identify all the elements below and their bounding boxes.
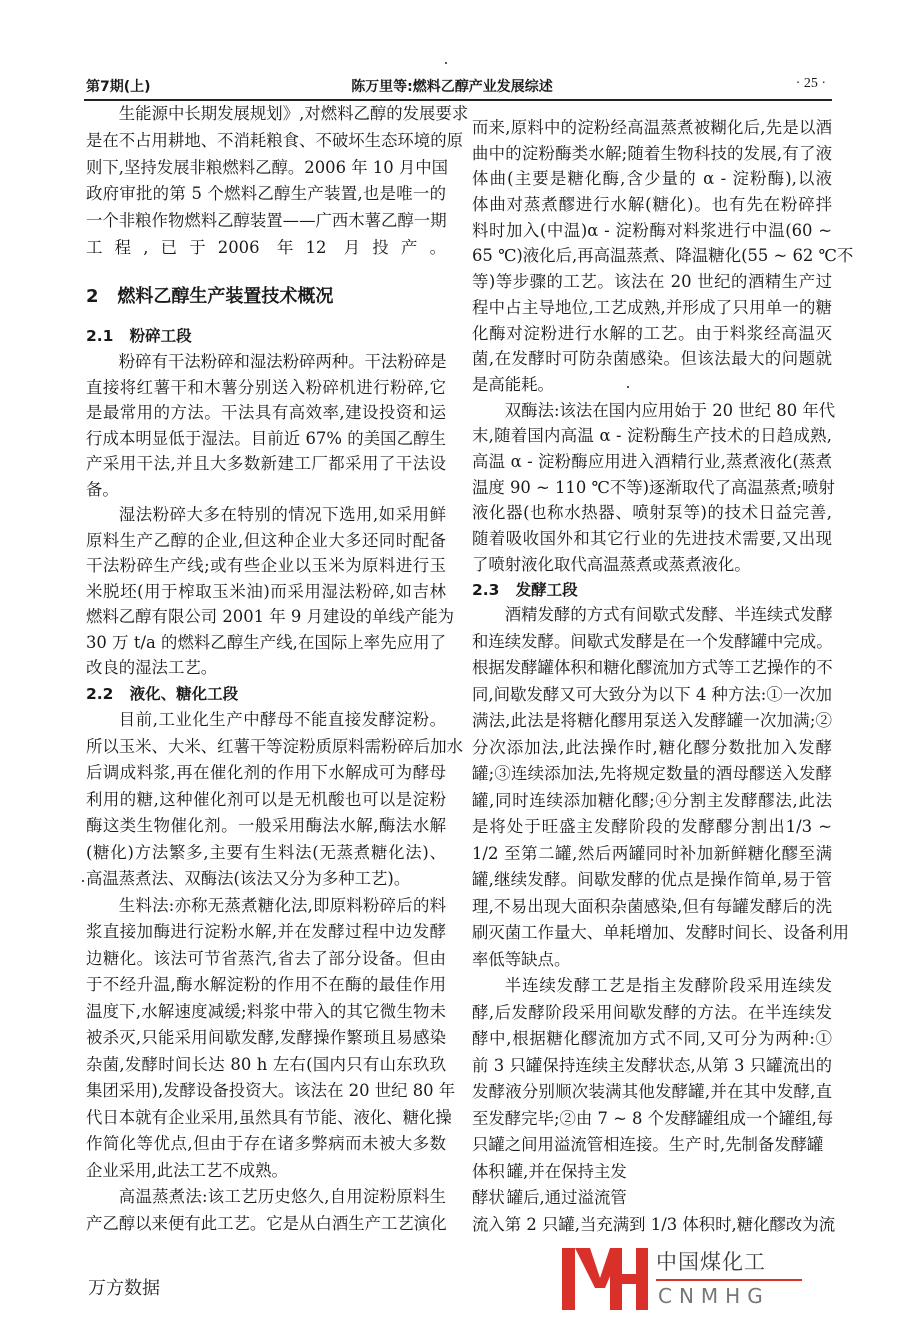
- text-line: 罐;③连续添加法,先将规定数量的酒母醪送入发酵: [472, 764, 832, 783]
- text-line: 温度 90 ~ 110 ℃不等)逐渐取代了高温蒸煮;喷射: [472, 477, 835, 497]
- text-line: 代日本就有企业采用,虽然具有节能、液化、糖化操: [86, 1107, 452, 1127]
- page-number: · 25 ·: [795, 76, 826, 91]
- scan-speck: [445, 62, 447, 64]
- text-line: 程中占主导地位,工艺成熟,并形成了只用单一的糖: [472, 297, 832, 317]
- text-line: 30 万 t/a 的燃料乙醇生产线,在国际上率先应用了: [86, 632, 446, 652]
- text-line: 米脱坯(用于榨取玉米油)而采用湿法粉碎,如吉林: [86, 581, 446, 601]
- section-2-2-continuation: [472, 115, 854, 577]
- text-line: 高温 α - 淀粉酶应用进入酒精行业,蒸煮液化(蒸煮: [472, 451, 832, 471]
- text-line: 液化器(也称水热器、喷射泵等)的技术日益完善,: [472, 503, 832, 523]
- text-line: [472, 1185, 832, 1212]
- paragraph: [86, 349, 446, 502]
- text-line: 原料生产乙醇的企业,但这种企业大多还同时配备: [86, 530, 446, 550]
- text-line: 前 3 只罐保持连续主发酵状态,从第 3 只罐流出的: [472, 1055, 832, 1075]
- watermark-logo: [560, 1248, 805, 1314]
- text-line: 改良的湿法工艺。: [86, 658, 218, 677]
- text-line: 1/2 至第二罐,然后两罐同时补加新鲜糖化醪至满: [472, 843, 832, 863]
- text-line: 体曲(主要是糖化酶,含少量的 α - 淀粉酶),以液: [472, 169, 832, 189]
- text-line: 直接将红薯干和木薯分别送入粉碎机进行粉碎,它: [86, 377, 446, 397]
- text-line: 酵中,根据糖化醪流加方式不同,又可分为两种:①: [472, 1029, 832, 1048]
- text-line: [472, 1159, 832, 1186]
- text-line: 料时加入(中温)α - 淀粉酶对料浆进行中温(60 ~: [472, 220, 832, 240]
- section-2-3-body: [472, 602, 849, 1238]
- text-line: 双酶法:该法在国内应用始于 20 世纪 80 年代: [504, 400, 836, 420]
- text-line: 是高能耗。: [472, 374, 554, 394]
- scan-speck: [82, 880, 84, 882]
- text-line: 政府审批的第 5 个燃料乙醇生产装置,也是唯一的: [86, 184, 446, 204]
- text-fragment: 罐后,通过溢流管: [506, 1188, 627, 1207]
- text-line: 所以玉米、大米、红薯干等淀粉质原料需粉碎后加水: [86, 736, 463, 756]
- text-line: 菌,在发酵时可防杂菌感染。但该法最大的问题就: [472, 349, 832, 369]
- text-fragment: 只罐之间用溢流管相连接。生产: [472, 1135, 702, 1154]
- text-line: 粉碎有干法粉碎和湿法粉碎两种。干法粉碎是: [118, 352, 447, 371]
- text-line: 干法粉碎生产线;或有些企业以玉米为原料进行玉: [86, 556, 446, 575]
- text-line: 酒精发酵的方式有间歇式发酵、半连续式发酵: [504, 605, 833, 624]
- section-heading-2-2: 2.2 液化、糖化工段: [86, 685, 239, 703]
- section-heading-2: 2 燃料乙醇生产装置技术概况: [86, 286, 334, 307]
- text-line: (糖化)方法繁多,主要有生料法(无蒸煮糖化法)、: [86, 842, 446, 862]
- text-line: 高温蒸煮法、双酶法(该法又分为多种工艺)。: [86, 869, 411, 888]
- text-fragment: 时,先制备发酵罐: [703, 1135, 824, 1154]
- text-fragment: 罐,并在保持主发: [506, 1161, 627, 1181]
- section-heading-2-1: 2.1 粉碎工段: [86, 327, 192, 345]
- text-line: 曲中的淀粉酶类水解;随着生物科技的发展,有了液: [472, 143, 832, 163]
- paragraph: [86, 893, 456, 1185]
- paragraph: [86, 101, 469, 262]
- text-line: 罐,继续发酵。间歇发酵的优点是操作简单,易于管: [472, 870, 832, 889]
- running-title: 陈万里等:燃料乙醇产业发展综述: [351, 79, 553, 95]
- text-line: 酶这类生物催化剂。一般采用酶法水解,酶法水解: [86, 816, 446, 835]
- issue-label: 第7期(上): [86, 79, 151, 95]
- text-line: 65 ℃)液化后,再高温蒸煮、降温糖化(55 ~ 62 ℃不: [472, 246, 854, 266]
- text-line: 后调成料浆,再在催化剂的作用下水解成可为酵母: [86, 763, 446, 782]
- text-fragment: 体积: [472, 1161, 505, 1181]
- watermark-rule: [656, 1279, 802, 1281]
- text-line: 分次添加法,此法操作时,糖化醪分数批加入发酵: [472, 737, 832, 757]
- text-line: 流入第 2 只罐,当充满到 1/3 体积时,糖化醪改为流: [472, 1214, 836, 1234]
- text-line: 于不经升温,酶水解淀粉的作用不在酶的最佳作用: [86, 975, 446, 994]
- text-line: 杂菌,发酵时间长达 80 h 左右(国内只有山东玖玖: [86, 1054, 446, 1074]
- text-line: 同,间歇发酵又可大致分为以下 4 种方法:①一次加: [472, 684, 832, 704]
- text-line: 被杀灭,只能采用间歇发酵,发酵操作繁琐且易感染: [86, 1028, 446, 1047]
- text-line: 企业采用,此法工艺不成熟。: [86, 1160, 288, 1180]
- text-line: 温度下,水解速度减缓;料浆中带入的其它微生物未: [86, 1001, 446, 1021]
- text-line: 至发酵完毕;②由 7 ~ 8 个发酵罐组成一个罐组,每: [472, 1108, 834, 1128]
- text-line: 一个非粮作物燃料乙醇装置——广西木薯乙醇一期: [86, 211, 447, 231]
- watermark-name-cn: 中国煤化工: [656, 1250, 766, 1274]
- text-line: 湿法粉碎大多在特别的情况下选用,如采用鲜: [118, 505, 446, 524]
- text-line: 生能源中长期发展规划》,对燃料乙醇的发展要求: [118, 104, 469, 123]
- text-line: 刷灭菌工作量大、单耗增加、发酵时间长、设备利用: [472, 923, 849, 942]
- paragraph: [86, 502, 455, 681]
- paragraph: [472, 973, 836, 1238]
- text-line: 作简化等优点,但由于存在诸多弊病而未被大多数: [86, 1134, 446, 1153]
- text-line: 边糖化。该法可节省蒸汽,省去了部分设备。但由: [86, 948, 446, 968]
- footer-source: 万方数据: [88, 1278, 160, 1299]
- text-line: [472, 1132, 832, 1159]
- text-line: 集团采用),发酵设备投资大。该法在 20 世纪 80 年: [86, 1081, 456, 1100]
- intro-continuation: [86, 101, 469, 262]
- scan-speck: [627, 386, 629, 388]
- text-line: 体曲对蒸煮醪进行水解(糖化)。也有先在粉碎拌: [472, 195, 832, 215]
- section-heading-2-3: 2.3 发酵工段: [472, 581, 578, 599]
- text-line: 和连续发酵。间歇式发酵是在一个发酵罐中完成。: [472, 631, 833, 651]
- text-line: 行成本明显低于湿法。目前近 67% 的美国乙醇生: [86, 428, 446, 448]
- text-line: 浆直接加酶进行淀粉水解,并在发酵过程中边发酵: [86, 922, 446, 941]
- text-line: 发酵液分别顺次装满其他发酵罐,并在其中发酵,直: [472, 1082, 832, 1101]
- text-line: 目前,工业化生产中酵母不能直接发酵淀粉。: [118, 710, 446, 729]
- text-line: 产采用干法,并且大多数新建工厂都采用了干法设: [86, 454, 446, 473]
- section-2-2-body: [86, 707, 463, 1237]
- text-line: 高温蒸煮法:该工艺历史悠久,自用淀粉原料生: [118, 1187, 446, 1206]
- text-line: 理,不易出现大面积杂菌感染,但有每罐发酵后的洗: [472, 896, 832, 916]
- text-line: 半连续发酵工艺是指主发酵阶段采用连续发: [504, 976, 832, 995]
- paragraph: [472, 115, 854, 398]
- text-line: 则下,坚持发展非粮燃料乙醇。2006 年 10 月中国: [86, 157, 449, 177]
- text-line: 化酶对淀粉进行水解的工艺。由于料浆经高温灭: [472, 323, 832, 343]
- text-line: 等)等步骤的工艺。该法在 20 世纪的酒精生产过: [472, 272, 832, 292]
- text-line: 生料法:亦称无蒸煮糖化法,即原料粉碎后的料: [118, 895, 446, 915]
- text-line: 罐,同时连续添加糖化醪;④分割主发酵醪法,此法: [472, 790, 832, 810]
- cnmhg-logo-icon: [560, 1248, 650, 1310]
- text-fragment: 酵状: [472, 1188, 505, 1207]
- paragraph: [86, 1184, 446, 1237]
- text-line: 而来,原料中的淀粉经高温蒸煮被糊化后,先是以酒: [472, 118, 832, 137]
- text-line: 末,随着国内高温 α - 淀粉酶生产技术的日趋成熟,: [472, 426, 832, 446]
- text-line: 酵,后发酵阶段采用间歇发酵的方法。在半连续发: [472, 1002, 832, 1022]
- text-line: 备。: [86, 479, 119, 499]
- paragraph: [86, 707, 463, 893]
- text-line: 根据发酵罐体积和糖化醪流加方式等工艺操作的不: [472, 658, 833, 677]
- text-line: 利用的糖,这种催化剂可以是无机酸也可以是淀粉: [86, 789, 446, 809]
- text-line: 燃料乙醇有限公司 2001 年 9 月建设的单线产能为: [86, 607, 455, 626]
- text-line: 是在不占用耕地、不消耗粮食、不破坏生态环境的原: [86, 130, 463, 150]
- text-line: 了喷射液化取代高温蒸煮或蒸煮液化。: [472, 554, 751, 574]
- text-line: 是最常用的方法。干法具有高效率,建设投资和运: [86, 403, 446, 422]
- text-line: 率低等缺点。: [472, 949, 571, 969]
- section-2-1-body: [86, 349, 455, 681]
- text-line: 满法,此法是将糖化醪用泵送入发酵罐一次加满;②: [472, 711, 832, 730]
- paragraph: [472, 602, 849, 973]
- text-line: 随着吸收国外和其它行业的先进技术需要,又出现: [472, 529, 832, 548]
- watermark-name-en: CNMHG: [658, 1284, 770, 1308]
- paragraph: [472, 398, 836, 578]
- text-line: 工程,已于2006 年12 月投产。: [86, 237, 446, 257]
- text-line: 是将处于旺盛主发酵阶段的发酵醪分割出1/3 ~: [472, 817, 832, 836]
- text-line: 产乙醇以来便有此工艺。它是从白酒生产工艺演化: [86, 1213, 447, 1233]
